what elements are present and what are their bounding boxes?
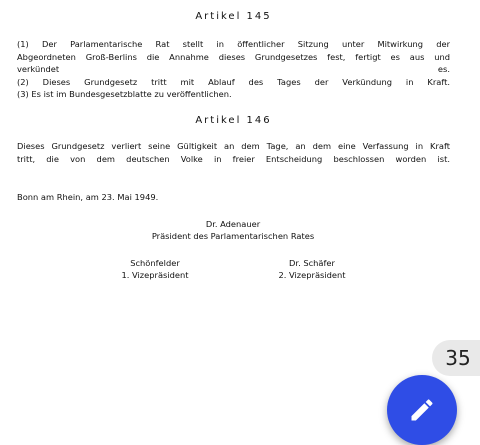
edit-fab-button[interactable] bbox=[387, 375, 457, 445]
article-146-line-1: Dieses Grundgesetz verliert seine Gültigkeit an dem Tage, an dem eine Verfassung in Kraft bbox=[17, 141, 450, 151]
article-145-line-5: (3) Es ist im Bundesgesetzblatte zu veröffentlichen. bbox=[17, 89, 232, 99]
article-145-line-4: (2) Dieses Grundgesetz tritt mit Ablauf des Tages der Verkündung in Kraft. bbox=[17, 76, 450, 87]
article-146-text bbox=[17, 140, 450, 165]
vice-president-2-name: Dr. Schäfer bbox=[289, 258, 335, 268]
president-title: Präsident des Parlamentarischen Rates bbox=[151, 231, 315, 241]
place-date: Bonn am Rhein, am 23. Mai 1949. bbox=[17, 192, 159, 202]
vice-president-2-title: 2. Vizepräsident bbox=[278, 270, 346, 280]
article-146-heading: Artikel 146 bbox=[195, 115, 272, 126]
page-number-badge[interactable]: 35 bbox=[432, 340, 480, 376]
president-signature bbox=[133, 218, 333, 242]
article-145-text bbox=[17, 38, 450, 101]
vice-president-1-title: 1. Vizepräsident bbox=[121, 270, 189, 280]
president-name: Dr. Adenauer bbox=[205, 219, 261, 229]
article-145-heading: Artikel 145 bbox=[195, 11, 272, 22]
pencil-icon bbox=[408, 396, 436, 424]
article-145-line-3: verkündet es. bbox=[17, 64, 450, 74]
vice-president-1-name: Schönfelder bbox=[130, 258, 180, 268]
article-145-line-2: Abgeordneten Groß-Berlins die Annahme dieses Grundgesetzes fest, fertigt es aus und bbox=[17, 51, 450, 62]
article-145-line-1: (1) Der Parlamentarische Rat stellt in öffentlicher Sitzung unter Mitwirkung der bbox=[17, 39, 450, 49]
article-146-line-2: tritt, die von dem deutschen Volke in freier Entscheidung beschlossen worden ist. bbox=[17, 153, 450, 164]
vice-president-2-signature bbox=[212, 257, 412, 281]
